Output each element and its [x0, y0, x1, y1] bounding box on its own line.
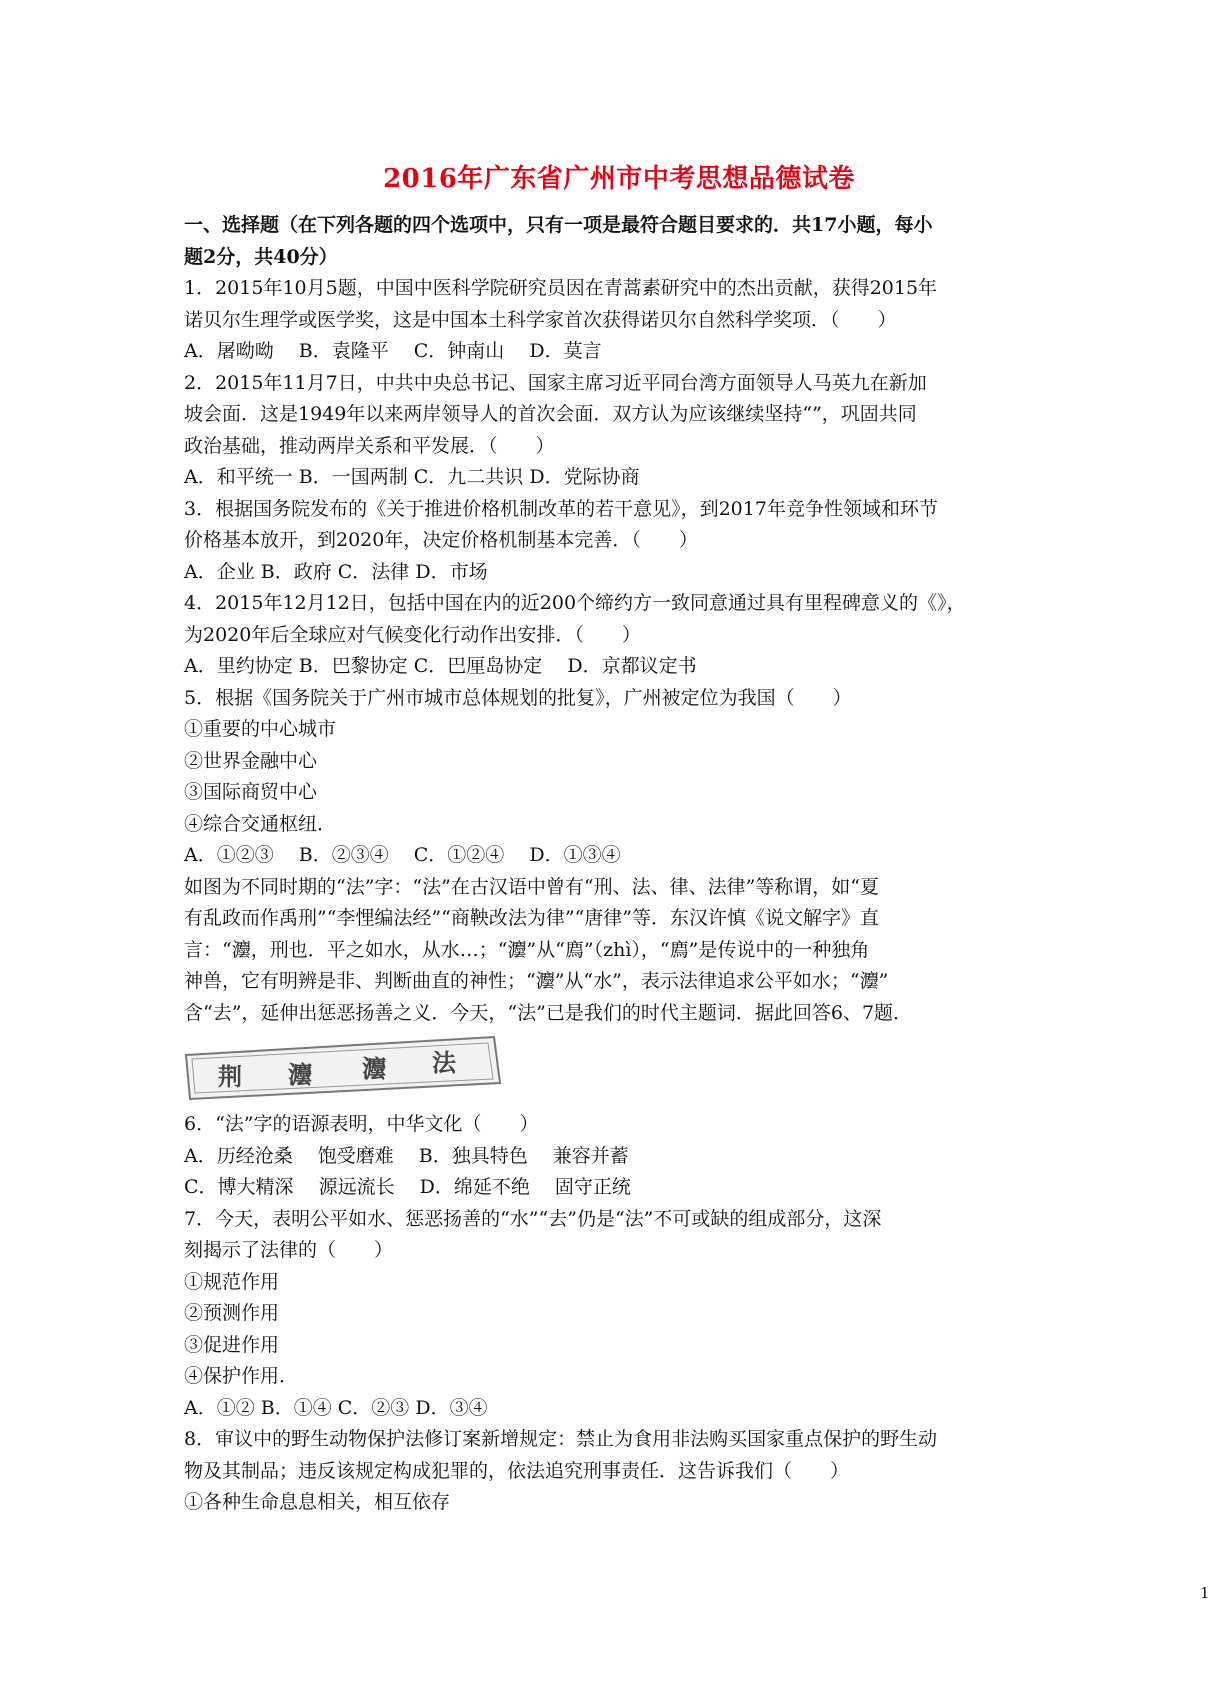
questions-after-image: [184, 1109, 1054, 1519]
text-line: 5．根据《国务院关于广州市城市总体规划的批复》，广州被定位为我国（ ）: [184, 686, 852, 709]
text-line: 政治基础，推动两岸关系和平发展．（ ）: [184, 434, 555, 457]
text-line: 神兽，它有明辨是非、判断曲直的神性；“灋”从“水”，表示法律追求公平如水；“灋”: [184, 970, 889, 992]
text-line: ③促进作用: [184, 1333, 280, 1356]
text-line: ①重要的中心城市: [184, 718, 337, 740]
text-line: 诺贝尔生理学或医学奖，这是中国本土科学家首次获得诺贝尔自然科学奖项．（ ）: [184, 308, 897, 331]
text-line: A．里约协定 B．巴黎协定 C．巴厘岛协定 D．京都议定书: [184, 655, 697, 677]
text-line: ④综合交通枢纽．: [184, 812, 337, 835]
text-line: 6．“法”字的语源表明，中华文化（ ）: [184, 1113, 539, 1135]
exam-body: [184, 210, 1054, 1519]
text-line: ①各种生命息息相关，相互依存: [184, 1491, 451, 1513]
ancient-character-2: 灋: [288, 1060, 312, 1089]
text-line: ③国际商贸中心: [184, 781, 318, 803]
text-line: 2．2015年11月7日，中共中央总书记、国家主席习近平同台湾方面领导人马英九在新加: [184, 371, 927, 394]
section-heading-line: 题2分，共40分）: [184, 245, 338, 268]
text-line: 有乱政而作禹刑”“李悝编法经”“商鞅改法为律”“唐律”等．东汉许慎《说文解字》直: [184, 907, 879, 929]
ancient-character-3: 灋: [362, 1054, 386, 1083]
text-line: ②世界金融中心: [184, 749, 318, 772]
text-line: 价格基本放开，到2020年，决定价格机制基本完善．（ ）: [184, 529, 698, 551]
text-line: 物及其制品；违反该规定构成犯罪的，依法追究刑事责任．这告诉我们（ ）: [184, 1459, 850, 1482]
text-line: A．①②③ B．②③④ C．①②④ D．①③④: [184, 844, 621, 866]
fa-character-image-drawing: [184, 1033, 502, 1103]
text-line: A．屠呦呦 B．袁隆平 C．钟南山 D．莫言: [184, 340, 602, 362]
text-line: 为2020年后全球应对气候变化行动作出安排．（ ）: [184, 623, 641, 646]
text-line: 如图为不同时期的“法”字：“法”在古汉语中曾有“刑、法、律、法律”等称谓，如“夏: [184, 875, 879, 898]
text-line: 刻揭示了法律的（ ）: [184, 1239, 394, 1261]
text-line: A．企业 B．政府 C．法律 D．市场: [184, 560, 488, 583]
text-line: ④保护作用．: [184, 1365, 299, 1387]
text-line: ①规范作用: [184, 1270, 280, 1293]
text-line: A．历经沧桑 饱受磨难 B．独具特色 兼容并蓄: [184, 1144, 629, 1167]
text-line: 8．审议中的野生动物保护法修订案新增规定：禁止为食用非法购买国家重点保护的野生动: [184, 1428, 938, 1450]
modern-character: 法: [432, 1048, 456, 1077]
text-line: 含“去”，延伸出惩恶扬善之义．今天，“法”已是我们的时代主题词．据此回答6、7题．: [184, 1001, 913, 1024]
text-line: 1．2015年10月5题，中国中医科学院研究员因在青蒿素研究中的杰出贡献，获得2015年: [184, 277, 938, 299]
text-line: A．①② B．①④ C．②③ D．③④: [184, 1396, 488, 1419]
fa-character-evolution-image: [184, 1033, 502, 1103]
text-line: 4．2015年12月12日，包括中国在内的近200个缔约方一致同意通过具有里程碑意义的《》，: [184, 592, 966, 614]
text-line: 7．今天，表明公平如水、惩恶扬善的“水”“去”仍是“法”不可或缺的组成部分，这深: [184, 1207, 882, 1230]
page-number: 1: [1200, 1584, 1210, 1602]
text-line: 言：“灋，刑也．平之如水，从水…；“灋”从“廌”（zhì），“廌”是传说中的一种独角: [184, 938, 870, 961]
text-line: 坡会面．这是1949年以来两岸领导人的首次会面．双方认为应该继续坚持“”，巩固共同: [184, 403, 917, 425]
text-line: 3．根据国务院发布的《关于推进价格机制改革的若干意见》，到2017年竞争性领域和环节: [184, 497, 938, 520]
section-heading-line: 一、选择题（在下列各题的四个选项中，只有一项是最符合题目要求的．共17小题，每小: [184, 214, 933, 236]
page-title: 2016年广东省广州市中考思想品德试卷: [383, 164, 855, 194]
questions-before-image: [184, 273, 1054, 1029]
ancient-character-1: 荆: [218, 1062, 242, 1091]
text-line: C．博大精深 源远流长 D．绵延不绝 固守正统: [184, 1176, 631, 1198]
text-line: A．和平统一 B．一国两制 C．九二共识 D．党际协商: [184, 466, 640, 488]
text-line: ②预测作用: [184, 1302, 280, 1324]
